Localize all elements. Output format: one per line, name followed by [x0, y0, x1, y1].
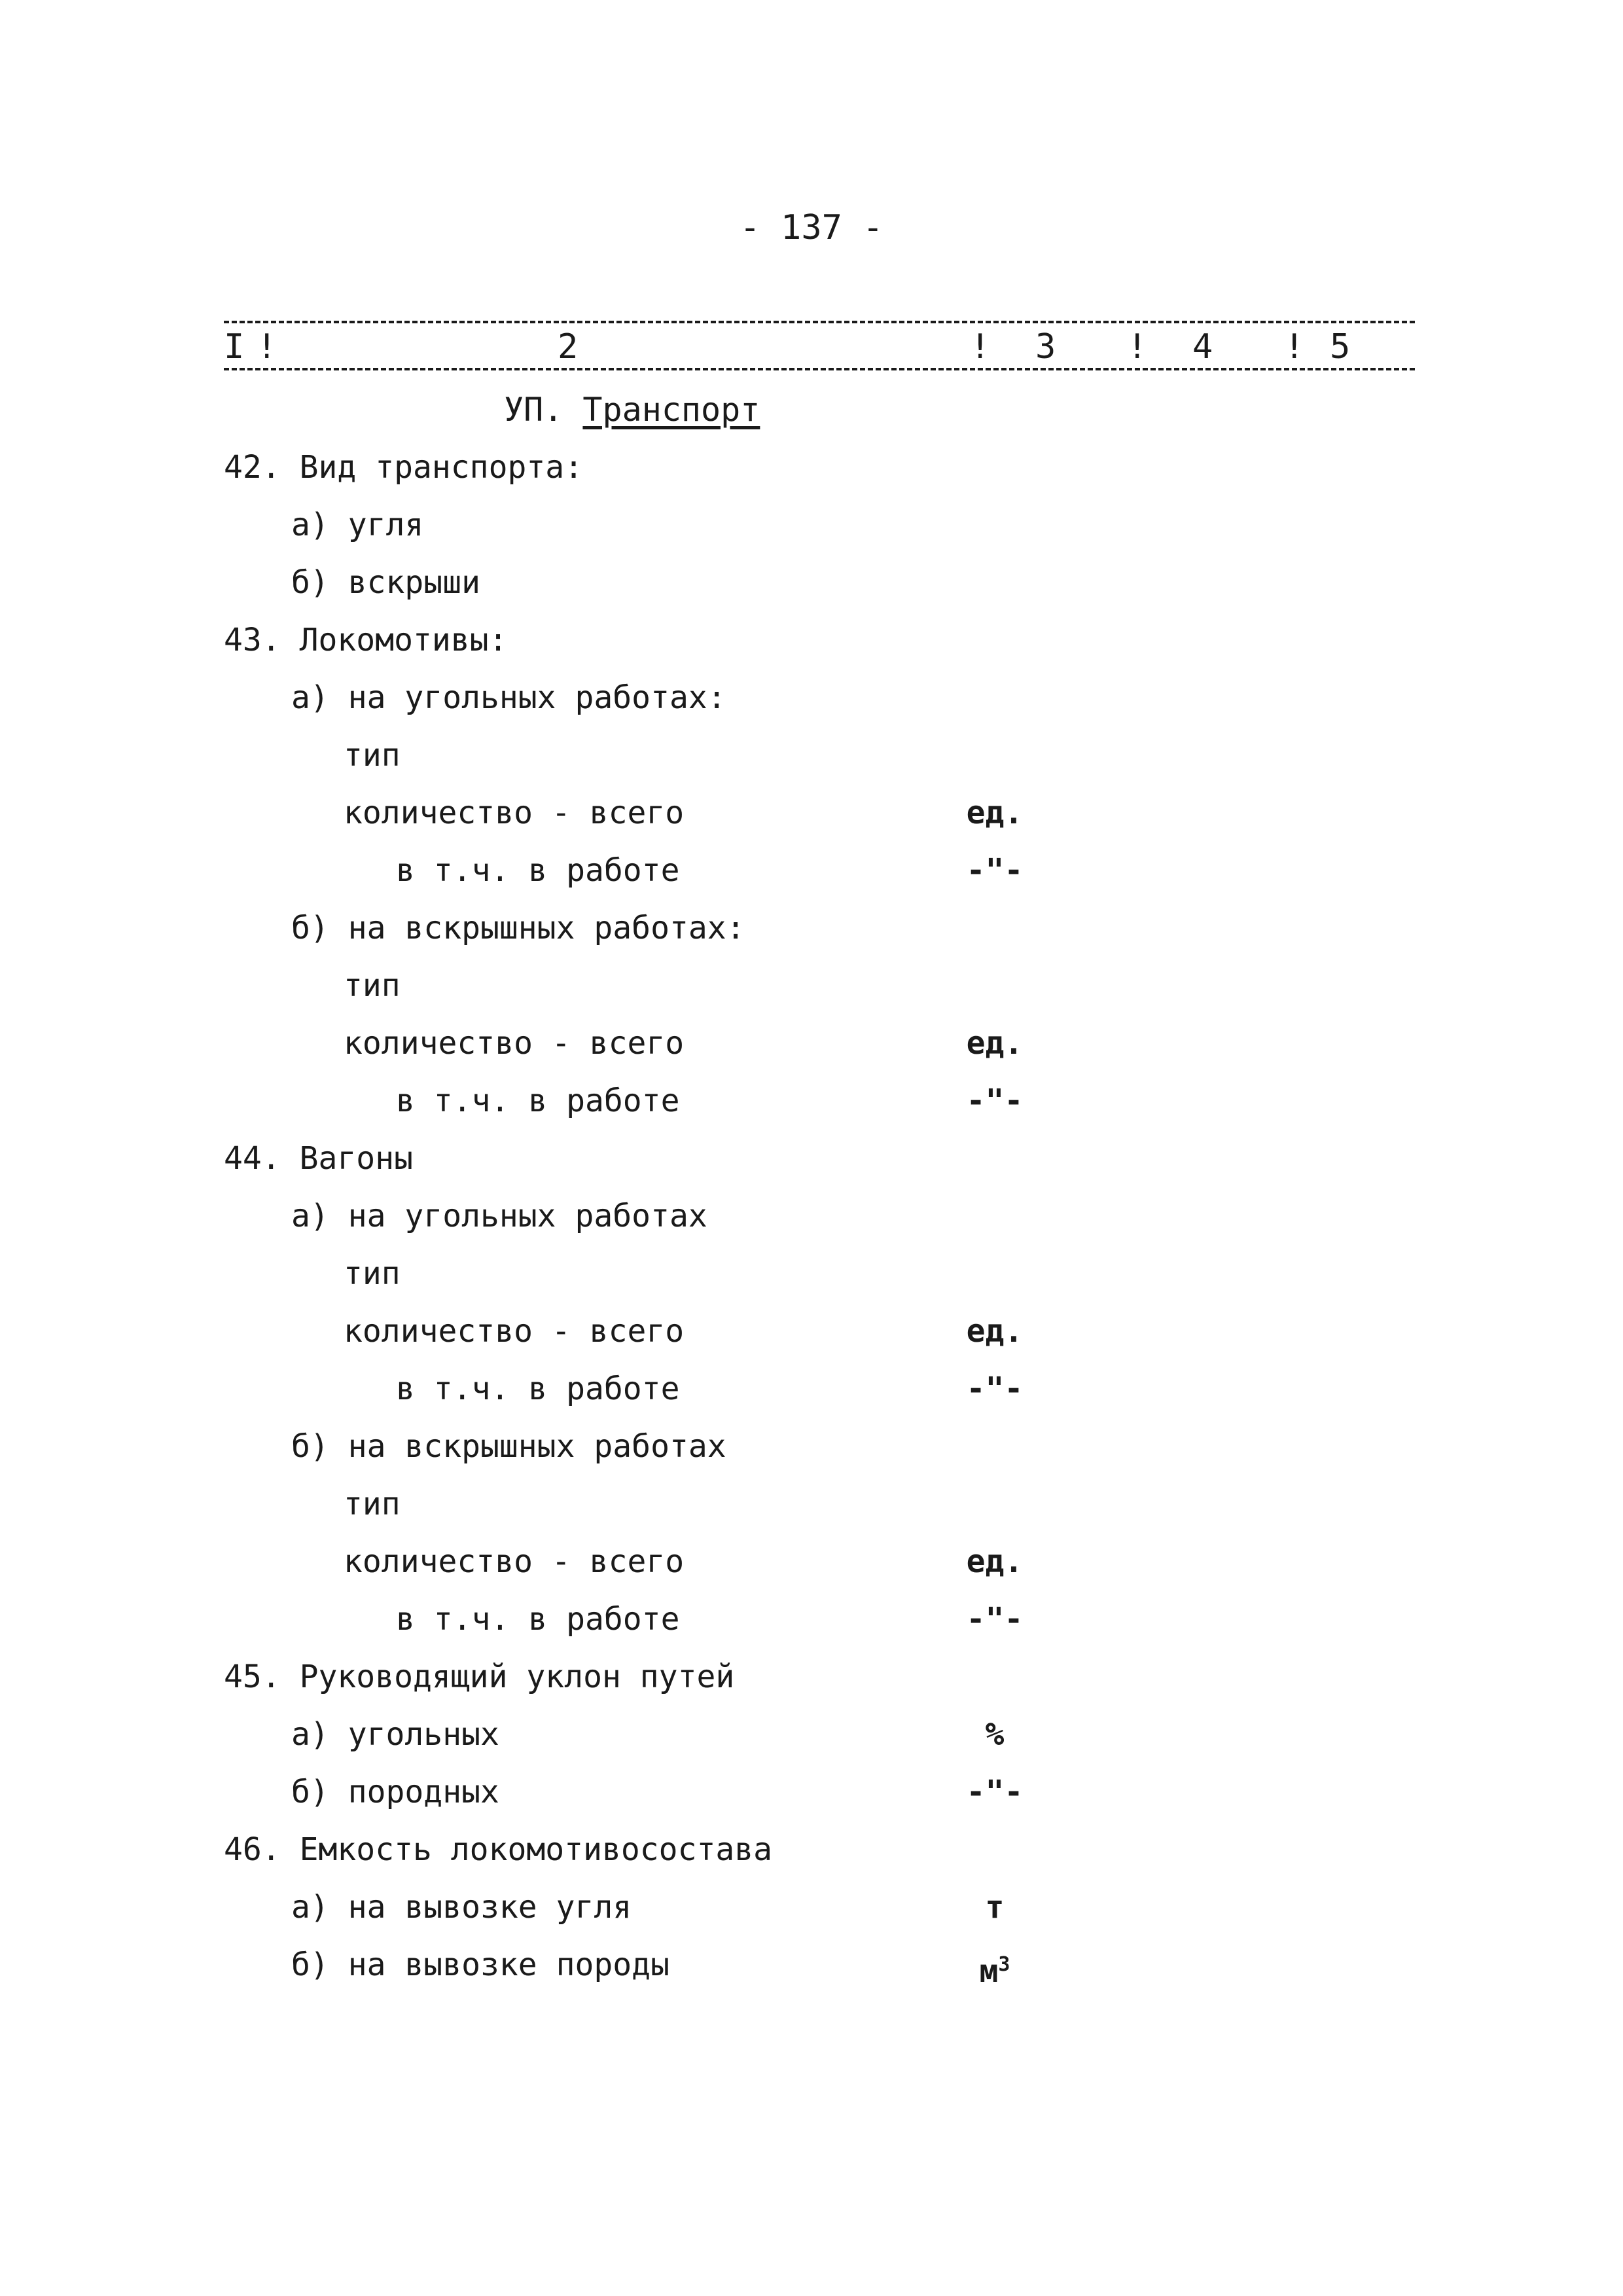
row-label: б) на вскрышных работах: [291, 910, 745, 946]
row-label: а) на угольных работах: [291, 679, 726, 716]
header-separator: ! [1127, 327, 1148, 367]
header-top-rule [224, 321, 1415, 323]
row-unit-text: -"- [966, 1774, 1024, 1810]
row-unit-text: ед. [966, 1313, 1024, 1350]
row-label: в т.ч. в работе [396, 852, 680, 889]
form-row [0, 1590, 1623, 1648]
row-label: тип [344, 967, 401, 1004]
row-label: количество - всего [344, 1313, 685, 1350]
form-row [0, 726, 1623, 784]
section-title [504, 390, 760, 429]
row-unit-text: т [985, 1889, 1005, 1926]
header-col-5: 5 [1330, 327, 1351, 367]
section-number: УП. [504, 391, 563, 429]
row-label: 45. Руководящий уклон путей [224, 1659, 735, 1695]
form-row [0, 1878, 1623, 1936]
row-unit-text: % [985, 1716, 1005, 1753]
form-row [0, 1706, 1623, 1763]
row-label: а) угля [291, 507, 424, 543]
row-unit [962, 784, 1027, 842]
row-label: в т.ч. в работе [396, 1083, 680, 1119]
form-row [0, 1936, 1623, 1994]
row-unit [962, 842, 1027, 899]
row-label: 46. Емкость локомотивосостава [224, 1831, 773, 1868]
row-unit [962, 1360, 1027, 1418]
row-label: в т.ч. в работе [396, 1601, 680, 1638]
section-name: Транспорт [582, 391, 760, 429]
row-unit [962, 1590, 1027, 1648]
form-row [0, 611, 1623, 669]
row-label: 43. Локомотивы: [224, 622, 508, 658]
row-unit-text: ед. [966, 795, 1024, 831]
row-label: б) вскрыши [291, 564, 480, 601]
form-row [0, 1763, 1623, 1821]
row-label: в т.ч. в работе [396, 1371, 680, 1407]
form-row [0, 1072, 1623, 1130]
row-label: количество - всего [344, 795, 685, 831]
row-unit [962, 1072, 1027, 1130]
row-unit [962, 1533, 1027, 1590]
row-unit-text: м [979, 1953, 999, 1990]
row-label: 42. Вид транспорта: [224, 449, 584, 486]
row-label: 44. Вагоны [224, 1140, 413, 1177]
form-row [0, 1418, 1623, 1475]
row-unit-text: -"- [966, 1371, 1024, 1407]
row-label: б) породных [291, 1774, 499, 1810]
row-label: тип [344, 737, 401, 774]
form-row [0, 1648, 1623, 1706]
form-row [0, 1475, 1623, 1533]
form-row [0, 899, 1623, 957]
row-unit-text: -"- [966, 1601, 1024, 1638]
form-row [0, 1014, 1623, 1072]
form-row [0, 1187, 1623, 1245]
form-row [0, 842, 1623, 899]
row-label: а) на вывозке угля [291, 1889, 632, 1926]
row-label: а) угольных [291, 1716, 499, 1753]
form-row [0, 439, 1623, 496]
form-row [0, 496, 1623, 554]
header-bottom-rule [224, 368, 1415, 370]
header-col-1: I [224, 327, 245, 367]
row-unit [962, 1878, 1027, 1936]
row-unit-text: ед. [966, 1543, 1024, 1580]
form-row [0, 1360, 1623, 1418]
form-row [0, 1533, 1623, 1590]
form-row [0, 1821, 1623, 1878]
page-number: - 137 - [740, 208, 883, 247]
form-row [0, 1130, 1623, 1187]
header-col-2: 2 [558, 327, 579, 367]
row-label: б) на вскрышных работах [291, 1428, 726, 1465]
row-unit [962, 1706, 1027, 1763]
row-label: тип [344, 1486, 401, 1522]
header-col-4: 4 [1192, 327, 1213, 367]
row-label: тип [344, 1255, 401, 1292]
header-separator: ! [970, 327, 991, 367]
form-row [0, 554, 1623, 611]
form-row [0, 1245, 1623, 1302]
header-col-3: 3 [1035, 327, 1056, 367]
form-row [0, 669, 1623, 726]
row-label: а) на угольных работах [291, 1198, 707, 1234]
row-unit [962, 1302, 1027, 1360]
row-unit [962, 1936, 1027, 2000]
row-label: количество - всего [344, 1025, 685, 1062]
row-unit-superscript: 3 [998, 1953, 1010, 1976]
row-label: количество - всего [344, 1543, 685, 1580]
row-unit [962, 1014, 1027, 1072]
row-unit-text: ед. [966, 1025, 1024, 1062]
row-unit-text: -"- [966, 1083, 1024, 1119]
form-row [0, 1302, 1623, 1360]
row-label: б) на вывозке породы [291, 1946, 669, 1983]
form-row [0, 784, 1623, 842]
header-separator: ! [257, 327, 277, 367]
header-separator: ! [1284, 327, 1305, 367]
row-unit-text: -"- [966, 852, 1024, 889]
row-unit [962, 1763, 1027, 1821]
form-row [0, 957, 1623, 1014]
